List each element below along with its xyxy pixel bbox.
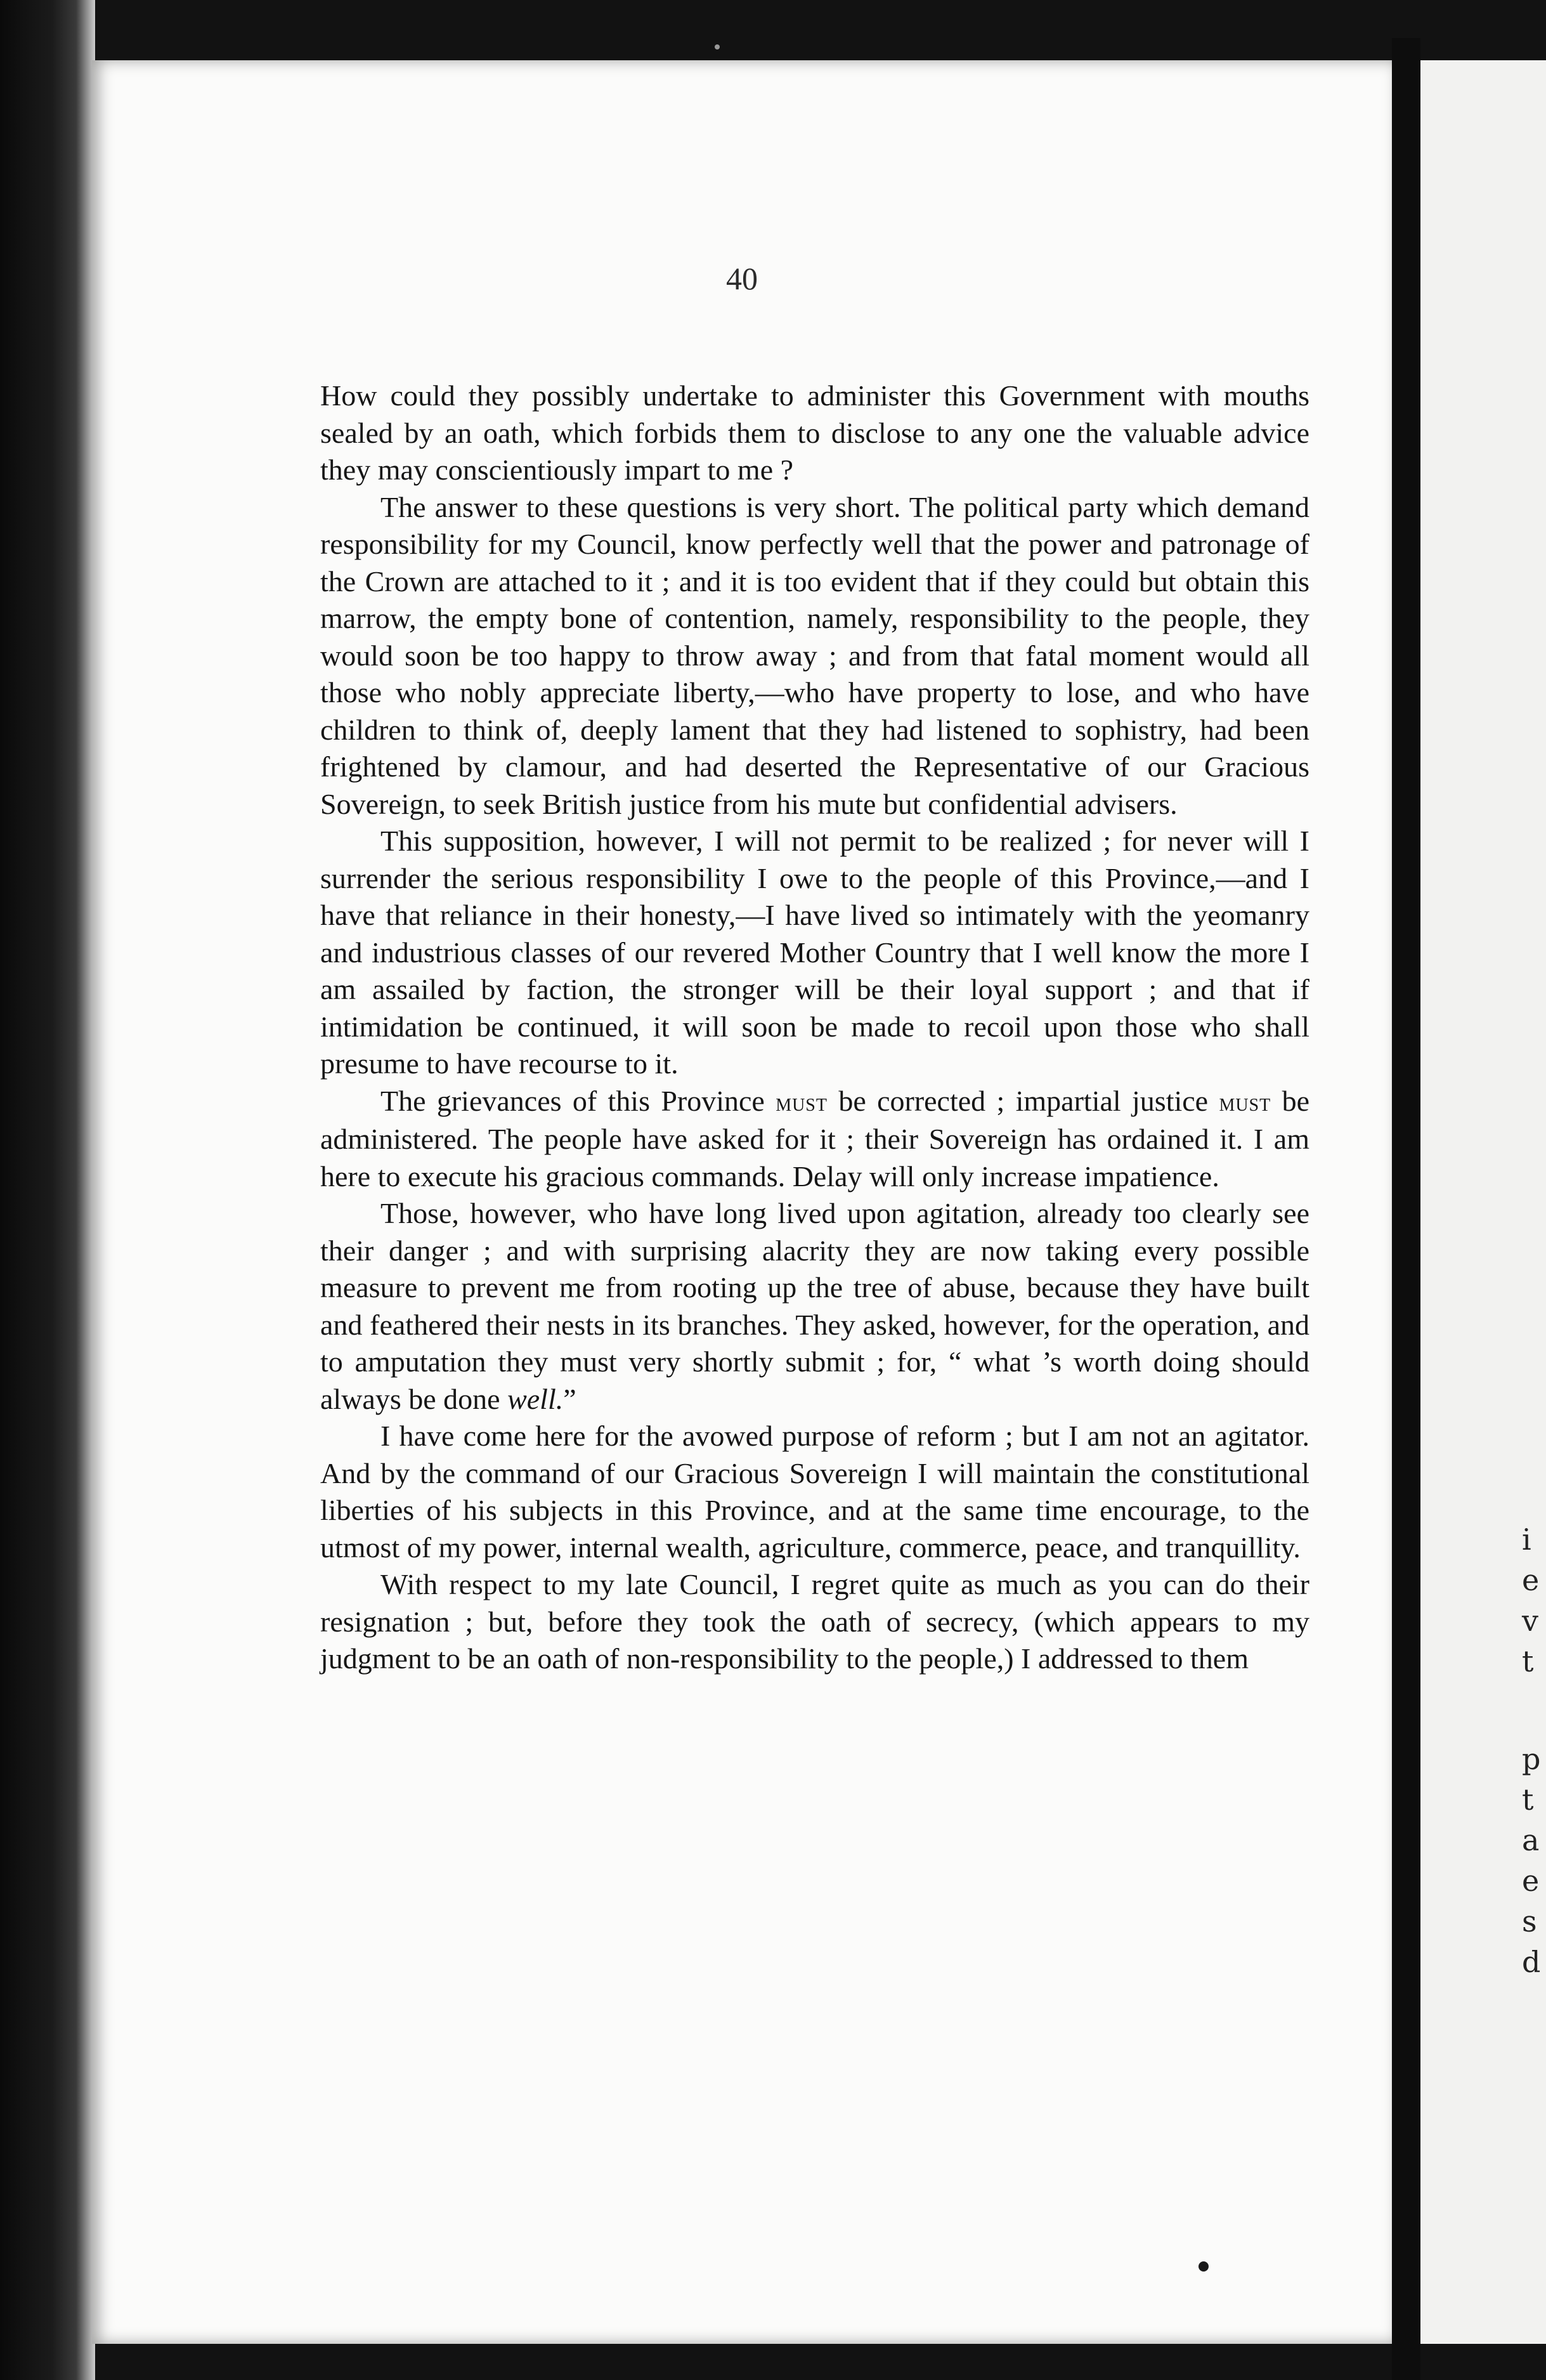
ink-dot — [1198, 2261, 1209, 2272]
paragraph-3: This supposition, however, I will not permit to be realized ; for never will I surrender the serious responsibility I owe to the people of this Province,—and I have that reliance in their honesty,—I have lived so intimately with the yeomanry and industrious classes of our revered Mother Country that I well know the more I am assailed by faction, the stronger will be their loyal support ; and that if intimidation be continued, it will soon be made to recoil upon those who shall presume to have recourse to it. — [320, 825, 1309, 1080]
paragraph-5-text-b: ” — [563, 1382, 576, 1415]
emphasis-must-1: must — [776, 1087, 828, 1116]
paragraph-1: How could they possibly undertake to administer this Government with mouths sealed by an oath, which forbids them to disclose to any one the valuable advice they may conscientiously impart to me ? — [320, 379, 1309, 486]
fragment: a — [1522, 1823, 1540, 1857]
binding-shadow — [0, 0, 95, 2380]
fragment: e — [1522, 1864, 1540, 1898]
fragment: v — [1522, 1604, 1538, 1638]
scan-speck — [715, 44, 720, 49]
paragraph-5 — [320, 1195, 1309, 1418]
fragment-gap — [1522, 1682, 1546, 1739]
facing-page-fragments — [1522, 1519, 1546, 1982]
fragment: d — [1522, 1945, 1541, 1979]
paragraph-4-text-c: be administered. The people have asked for it ; their Sovereign has ordained it. I am here to execute his gracious commands. Delay will only increase impatience. — [320, 1084, 1309, 1193]
paragraph-5-text-a: Those, however, who have long lived upon agitation, already too clearly see their danger ; and with surprising alacrity they are now taking every possible measure to prevent me from rooting up the tree of abuse, because they have built and feathered their nests in its branches. They asked, however, for the operation, and to amputation they must very shortly submit ; for, “ what ’s worth doing should always be done — [320, 1197, 1309, 1415]
emphasis-well: well. — [507, 1382, 564, 1415]
paragraph-7: With respect to my late Council, I regret quite as much as you can do their resignation ; but, before they took the oath of secrecy, (which appears to my judgment to be an oath of non-responsibility to the people,) I addressed to them — [320, 1568, 1309, 1675]
paragraph-4-text-b: be corrected ; impartial justice — [827, 1084, 1219, 1117]
fragment: t — [1522, 1782, 1534, 1817]
paragraph-4 — [320, 1083, 1309, 1196]
page-number: 40 — [726, 261, 758, 296]
facing-page-edge — [1420, 60, 1546, 2344]
fragment: e — [1522, 1563, 1540, 1597]
page-body — [320, 377, 1309, 1678]
page-gutter — [1392, 38, 1420, 2380]
book-page — [92, 60, 1392, 2344]
emphasis-must-2: must — [1219, 1087, 1271, 1116]
paragraph-6: I have come here for the avowed purpose of reform ; but I am not an agitator. And by the command of our Gracious Sovereign I will maintain the constitutional liberties of his subjects in this Province, and at the same time encourage, to the utmost of my power, internal wealth, agriculture, commerce, peace, and tranquillity. — [320, 1420, 1309, 1564]
fragment: t — [1522, 1644, 1534, 1678]
fragment: p — [1522, 1742, 1541, 1776]
fragment: s — [1522, 1904, 1537, 1939]
fragment: i — [1522, 1522, 1531, 1557]
paragraph-2: The answer to these questions is very short. The political party which demand responsibility for my Council, know perfectly well that the power and patronage of the Crown are attached to it ; and it is too evident that if they could but obtain this marrow, the empty bone of contention, namely, responsibility to the people, they would soon be too happy to throw away ; and from that fatal moment would all those who nobly appreciate liberty,—who have property to lose, and who have children to think of, deeply lament that they had listened to sophistry, had been frightened by clamour, and had deserted the Representative of our Gracious Sovereign, to seek British justice from his mute but confidential advisers. — [320, 490, 1309, 820]
paragraph-4-text-a: The grievances of this Province — [380, 1084, 776, 1117]
